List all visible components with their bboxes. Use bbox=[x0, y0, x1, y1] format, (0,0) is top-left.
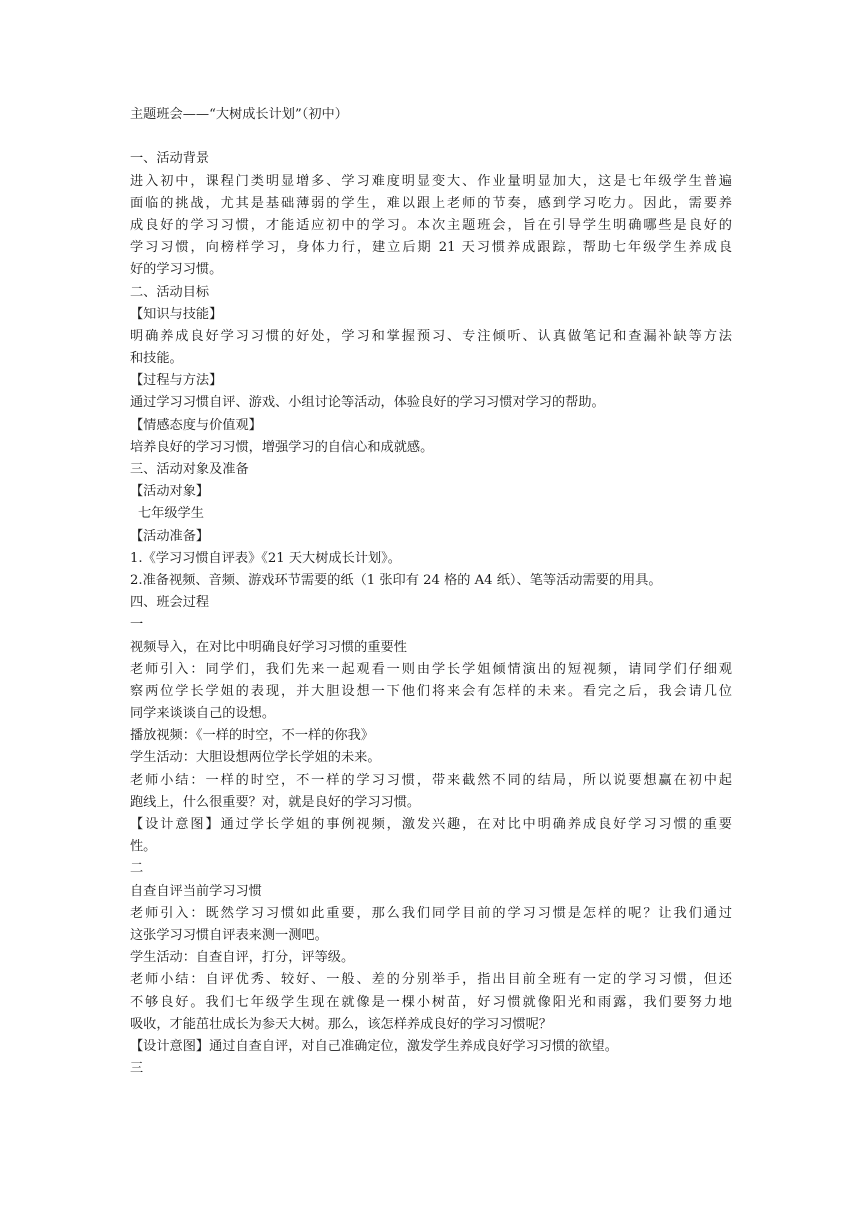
step2-summary-line-1: 老师小结：自评优秀、较好、一般、差的分别举手，指出目前全班有一定的学习习惯，但还 bbox=[130, 972, 732, 988]
background-line-5: 好的学习习惯。 bbox=[130, 262, 223, 278]
step2-number: 二 bbox=[130, 861, 144, 877]
step1-summary-line-1: 老师小结：一样的时空，不一样的学习习惯，带来截然不同的结局，所以说要想赢在初中起 bbox=[130, 772, 732, 788]
step3-number: 三 bbox=[130, 1061, 144, 1077]
step2-summary-line-2: 不够良好。我们七年级学生现在就像是一棵小树苗，好习惯就像阳光和雨露，我们要努力地 bbox=[130, 994, 732, 1010]
step1-number: 一 bbox=[130, 617, 144, 633]
step1-teacher-intro-line-3: 同学来谈谈自己的设想。 bbox=[130, 706, 276, 722]
step1-student-activity: 学生活动：大胆设想两位学长学姐的未来。 bbox=[130, 750, 381, 766]
background-line-2: 面临的挑战，尤其是基础薄弱的学生，难以跟上老师的节奏，感到学习吃力。因此，需要养 bbox=[130, 195, 732, 211]
step1-teacher-intro-line-2: 察两位学长学姐的表现，并大胆设想一下他们将来会有怎样的未来。看完之后，我会请几位 bbox=[130, 683, 732, 699]
blank-line bbox=[130, 126, 732, 148]
step2-teacher-intro-line-2: 这张学习习惯自评表来测一测吧。 bbox=[130, 927, 328, 943]
knowledge-line-2: 和技能。 bbox=[130, 351, 183, 367]
section-heading-background: 一、活动背景 bbox=[130, 151, 210, 167]
step1-video: 播放视频：《一样的时空，不一样的你我》 bbox=[130, 728, 374, 744]
step1-title: 视频导入，在对比中明确良好学习习惯的重要性 bbox=[130, 639, 407, 655]
object-label: 【活动对象】 bbox=[130, 484, 210, 500]
object-text: 七年级学生 bbox=[138, 506, 204, 522]
step1-design-line-1: 【设计意图】通过学长学姐的事例视频，激发兴趣，在对比中明确养成良好学习习惯的重要 bbox=[130, 817, 732, 832]
document-title: 主题班会——“大树成长计划”（初中） bbox=[130, 107, 348, 122]
knowledge-label: 【知识与技能】 bbox=[130, 306, 223, 322]
emotion-text: 培养良好的学习习惯，增强学习的自信心和成就感。 bbox=[130, 439, 434, 455]
step2-design: 【设计意图】通过自查自评，对自己准确定位，激发学生养成良好学习习惯的欲望。 bbox=[130, 1038, 618, 1054]
section-heading-targets: 三、活动对象及准备 bbox=[130, 462, 249, 477]
document-page bbox=[130, 104, 732, 1080]
step2-summary-line-3: 吸收，才能茁壮成长为参天大树。那么，该怎样养成良好的学习习惯呢？ bbox=[130, 1016, 552, 1032]
prep-item-1: 1.《学习习惯自评表》《21 天大树成长计划》。 bbox=[130, 550, 401, 566]
step2-title: 自查自评当前学习习惯 bbox=[130, 883, 262, 899]
section-heading-process: 四、班会过程 bbox=[130, 595, 210, 611]
step1-design-line-2: 性。 bbox=[130, 839, 157, 855]
step2-student-activity: 学生活动：自查自评，打分，评等级。 bbox=[130, 950, 355, 966]
step2-teacher-intro-line-1: 老师引入：既然学习习惯如此重要，那么我们同学目前的学习习惯是怎样的呢？让我们通过 bbox=[130, 905, 732, 921]
step1-summary-line-2: 跑线上，什么很重要？对，就是良好的学习习惯。 bbox=[130, 794, 421, 810]
process-label: 【过程与方法】 bbox=[130, 373, 223, 389]
background-line-4: 学习习惯，向榜样学习，身体力行，建立后期 21 天习惯养成跟踪，帮助七年级学生养成良 bbox=[130, 240, 732, 256]
emotion-label: 【情感态度与价值观】 bbox=[130, 417, 262, 433]
section-heading-goals: 二、活动目标 bbox=[130, 284, 210, 300]
prep-label: 【活动准备】 bbox=[130, 528, 210, 544]
prep-item-2: 2.准备视频、音频、游戏环节需要的纸（1 张印有 24 格的 A4 纸）、笔等活动需要的用具。 bbox=[130, 572, 662, 588]
step1-teacher-intro-line-1: 老师引入：同学们，我们先来一起观看一则由学长学姐倾情演出的短视频，请同学们仔细观 bbox=[130, 661, 732, 677]
background-line-3: 成良好的学习习惯，才能适应初中的学习。本次主题班会，旨在引导学生明确哪些是良好的 bbox=[130, 217, 732, 233]
background-line-1: 进入初中，课程门类明显增多、学习难度明显变大、作业量明显加大，这是七年级学生普遍 bbox=[130, 173, 732, 189]
process-text: 通过学习习惯自评、游戏、小组讨论等活动，体验良好的学习习惯对学习的帮助。 bbox=[130, 395, 605, 411]
knowledge-line-1: 明确养成良好学习习惯的好处，学习和掌握预习、专注倾听、认真做笔记和查漏补缺等方法 bbox=[130, 328, 732, 344]
